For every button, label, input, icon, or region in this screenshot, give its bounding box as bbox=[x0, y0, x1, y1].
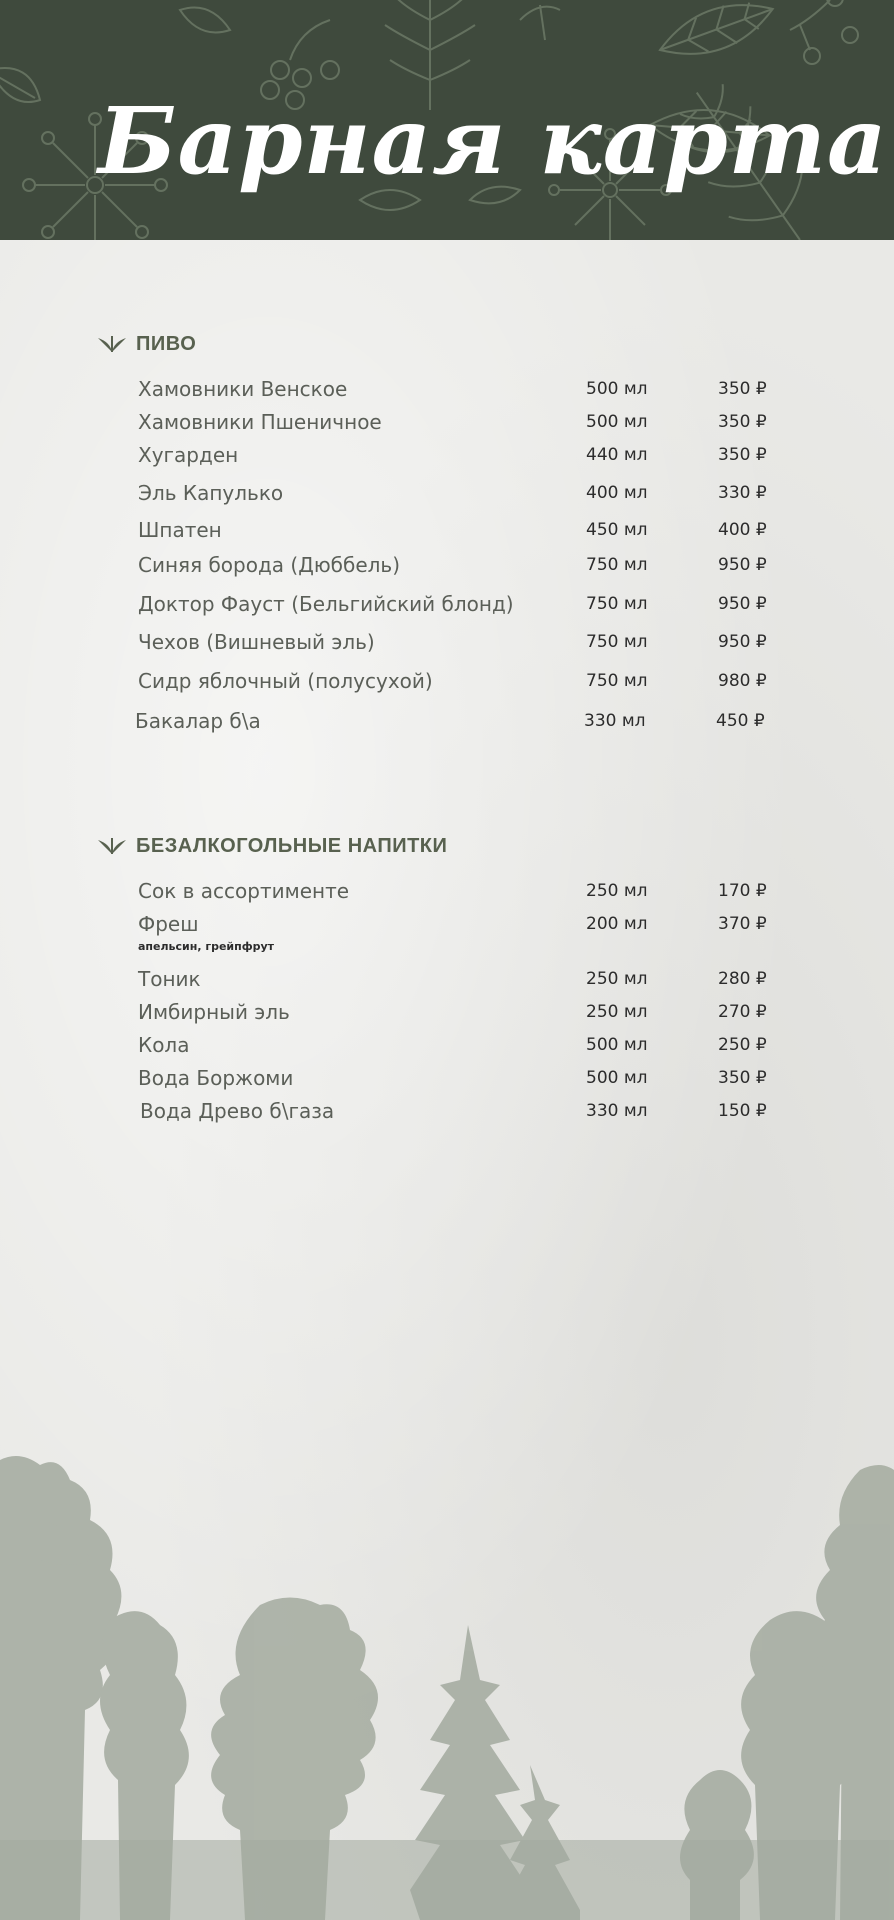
item-price: 150 ₽ bbox=[718, 1101, 767, 1121]
item-name: Имбирный эль bbox=[138, 1000, 290, 1024]
item-volume: 200 мл bbox=[586, 914, 648, 934]
item-volume: 330 мл bbox=[586, 1101, 648, 1121]
section-title: ПИВО bbox=[136, 332, 197, 355]
item-volume: 750 мл bbox=[586, 632, 648, 652]
item-name: Тоник bbox=[138, 967, 201, 991]
menu-item bbox=[0, 410, 894, 438]
item-price: 170 ₽ bbox=[718, 881, 767, 901]
item-price: 950 ₽ bbox=[718, 594, 767, 614]
item-name: Вода Древо б\газа bbox=[140, 1099, 335, 1123]
item-price: 950 ₽ bbox=[718, 555, 767, 575]
item-volume: 250 мл bbox=[586, 969, 648, 989]
item-price: 250 ₽ bbox=[718, 1035, 767, 1055]
item-name: Бакалар б\а bbox=[135, 709, 261, 733]
item-price: 450 ₽ bbox=[716, 711, 765, 731]
item-volume: 330 мл bbox=[584, 711, 646, 731]
item-name: Фреш bbox=[138, 912, 199, 936]
item-price: 350 ₽ bbox=[718, 379, 767, 399]
item-price: 350 ₽ bbox=[718, 445, 767, 465]
menu-item bbox=[0, 377, 894, 405]
item-price: 400 ₽ bbox=[718, 520, 767, 540]
page-title: Барная карта bbox=[98, 87, 888, 195]
item-note: апельсин, грейпфрут bbox=[138, 940, 275, 953]
item-volume: 500 мл bbox=[586, 1068, 648, 1088]
menu-item bbox=[0, 553, 894, 581]
menu-item bbox=[0, 1066, 894, 1094]
item-volume: 500 мл bbox=[586, 412, 648, 432]
menu-item bbox=[0, 1099, 894, 1127]
item-price: 330 ₽ bbox=[718, 483, 767, 503]
menu-item bbox=[0, 879, 894, 907]
forest-silhouette-icon bbox=[0, 1440, 894, 1920]
item-name: Сидр яблочный (полусухой) bbox=[138, 669, 433, 693]
item-price: 270 ₽ bbox=[718, 1002, 767, 1022]
item-name: Доктор Фауст (Бельгийский блонд) bbox=[138, 592, 514, 616]
item-price: 950 ₽ bbox=[718, 632, 767, 652]
menu-item bbox=[0, 518, 894, 546]
menu-item bbox=[0, 443, 894, 471]
item-volume: 450 мл bbox=[586, 520, 648, 540]
item-volume: 250 мл bbox=[586, 881, 648, 901]
leaf-icon bbox=[96, 836, 128, 856]
item-price: 980 ₽ bbox=[718, 671, 767, 691]
item-volume: 250 мл bbox=[586, 1002, 648, 1022]
menu-item bbox=[0, 912, 894, 953]
menu-item bbox=[0, 592, 894, 620]
menu-item bbox=[0, 709, 894, 737]
menu-item bbox=[0, 669, 894, 697]
item-price: 280 ₽ bbox=[718, 969, 767, 989]
menu-item bbox=[0, 1000, 894, 1028]
item-name: Хамовники Пшеничное bbox=[138, 410, 382, 434]
item-price: 370 ₽ bbox=[718, 914, 767, 934]
item-price: 350 ₽ bbox=[718, 412, 767, 432]
item-volume: 750 мл bbox=[586, 594, 648, 614]
item-name: Эль Капулько bbox=[138, 481, 284, 505]
item-volume: 500 мл bbox=[586, 1035, 648, 1055]
item-volume: 750 мл bbox=[586, 671, 648, 691]
item-name: Шпатен bbox=[138, 518, 222, 542]
menu-item bbox=[0, 481, 894, 509]
item-price: 350 ₽ bbox=[718, 1068, 767, 1088]
menu-item bbox=[0, 630, 894, 658]
leaf-icon bbox=[96, 334, 128, 354]
item-name: Хамовники Венское bbox=[138, 377, 348, 401]
section-title: БЕЗАЛКОГОЛЬНЫЕ НАПИТКИ bbox=[136, 834, 448, 857]
menu-item bbox=[0, 1033, 894, 1061]
item-volume: 750 мл bbox=[586, 555, 648, 575]
item-name: Сок в ассортименте bbox=[138, 879, 350, 903]
menu-item bbox=[0, 967, 894, 995]
item-volume: 400 мл bbox=[586, 483, 648, 503]
item-name: Чехов (Вишневый эль) bbox=[138, 630, 375, 654]
section-header-beer bbox=[96, 330, 196, 358]
item-name: Вода Боржоми bbox=[138, 1066, 294, 1090]
item-volume: 440 мл bbox=[586, 445, 648, 465]
item-name: Кола bbox=[138, 1033, 190, 1057]
item-volume: 500 мл bbox=[586, 379, 648, 399]
item-name: Синяя борода (Дюббель) bbox=[138, 553, 401, 577]
item-name: Хугарден bbox=[138, 443, 239, 467]
section-header-soft-drinks bbox=[96, 832, 447, 860]
header-banner bbox=[0, 0, 894, 240]
